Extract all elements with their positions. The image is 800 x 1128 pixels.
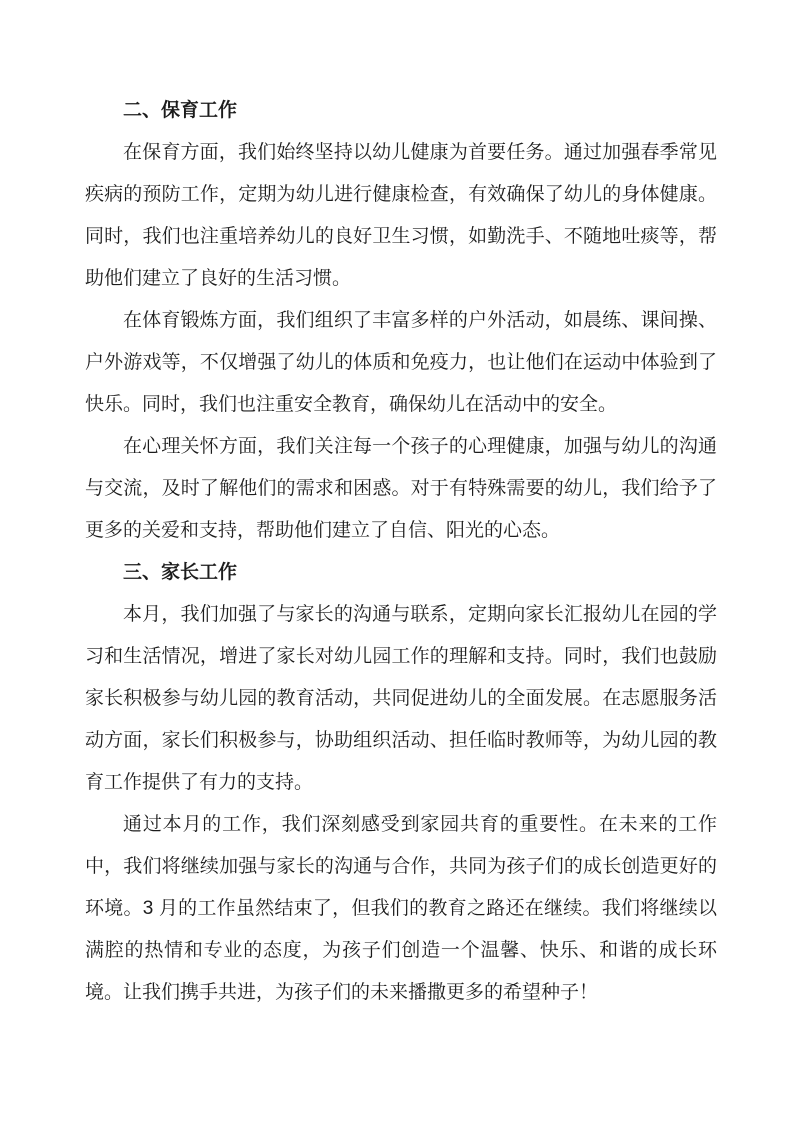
body-paragraph: 在心理关怀方面，我们关注每一个孩子的心理健康，加强与幼儿的沟通与交流，及时了解他们的需求和困惑。对于有特殊需要的幼儿，我们给予了更多的关爱和支持，帮助他们建立了自信、阳光的心态。 (85, 436, 717, 541)
section-heading: 三、家长工作 (123, 562, 238, 583)
body-paragraph: 在体育锻炼方面，我们组织了丰富多样的户外活动，如晨练、课间操、户外游戏等，不仅增强了幼儿的体质和免疫力，也让他们在运动中体验到了快乐。同时，我们也注重安全教育，确保幼儿在活动中的安全。 (85, 310, 717, 415)
section-heading: 二、保育工作 (123, 100, 238, 121)
body-paragraph: 在保育方面，我们始终坚持以幼儿健康为首要任务。通过加强春季常见疾病的预防工作，定期为幼儿进行健康检查，有效确保了幼儿的身体健康。同时，我们也注重培养幼儿的良好卫生习惯，如勤洗手、不随地吐痰等，帮助他们建立了良好的生活习惯。 (85, 142, 717, 289)
body-paragraph: 通过本月的工作，我们深刻感受到家园共育的重要性。在未来的工作中，我们将继续加强与家长的沟通与合作，共同为孩子们的成长创造更好的环境。3 月的工作虽然结束了，但我们的教育之路还在继续。我们将继续以满腔的热情和专业的态度，为孩子们创造一个温馨、快乐、和谐的成长环境。让我们携手共进，为孩子们的未来播撒更多的希望种子！ (85, 814, 717, 1003)
body-paragraph: 本月，我们加强了与家长的沟通与联系，定期向家长汇报幼儿在园的学习和生活情况，增进了家长对幼儿园工作的理解和支持。同时，我们也鼓励家长积极参与幼儿园的教育活动，共同促进幼儿的全面发展。在志愿服务活动方面，家长们积极参与，协助组织活动、担任临时教师等，为幼儿园的教育工作提供了有力的支持。 (85, 604, 717, 793)
